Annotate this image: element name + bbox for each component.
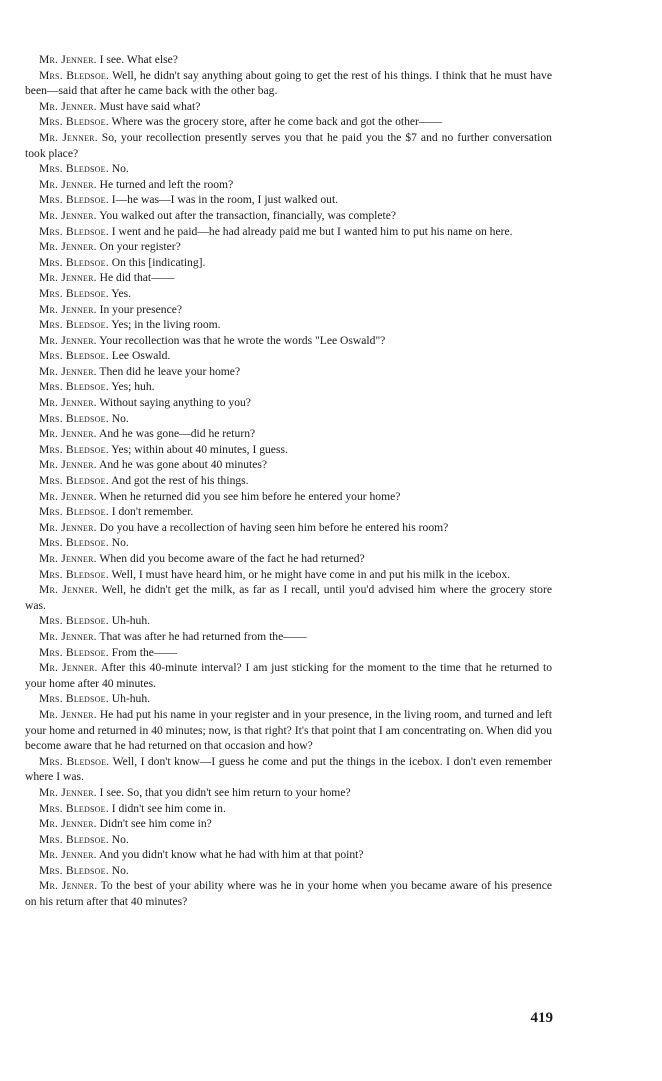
speaker-name: Mr. Jenner.	[39, 817, 97, 831]
testimony-text: No.	[111, 863, 129, 877]
testimony-text: I—he was—I was in the room, I just walked out.	[111, 193, 339, 207]
speaker-name: Mrs. Bledsoe.	[39, 162, 109, 176]
speaker-name: Mrs. Bledsoe.	[39, 832, 109, 846]
speaker-name: Mr. Jenner.	[39, 427, 97, 441]
testimony-line	[25, 426, 552, 442]
testimony-text: I see. So, that you didn't see him return to your home?	[99, 785, 351, 799]
testimony-text: Uh-huh.	[111, 692, 151, 706]
speaker-name: Mr. Jenner.	[39, 520, 97, 534]
testimony-line	[25, 379, 552, 395]
testimony-line	[25, 239, 552, 255]
testimony-line	[25, 208, 552, 224]
testimony-text: He had put his name in your register and in your presence, in the living room, and turned and left your home and returned in 40 minutes; now, is that right? It's that point that I am concentrating on. When did you become aware that he had returned on that occasion and how?	[25, 707, 552, 753]
testimony-line	[25, 286, 552, 302]
testimony-text: When he returned did you see him before he entered your home?	[99, 489, 401, 503]
testimony-line	[25, 177, 552, 193]
testimony-line	[25, 192, 552, 208]
testimony-line	[25, 832, 552, 848]
testimony-line	[25, 333, 552, 349]
speaker-name: Mr. Jenner.	[39, 458, 97, 472]
speaker-name: Mr. Jenner.	[39, 302, 97, 316]
testimony-line	[25, 317, 552, 333]
testimony-text: Uh-huh.	[111, 614, 151, 628]
speaker-name: Mr. Jenner.	[39, 364, 97, 378]
speaker-name: Mr. Jenner.	[39, 785, 97, 799]
testimony-text: When did you become aware of the fact he had returned?	[99, 552, 365, 565]
testimony-text: Well, I don't know—I guess he come and put the things in the icebox. I don't even remember where I was.	[25, 754, 552, 784]
testimony-line	[25, 645, 552, 661]
testimony-text: Your recollection was that he wrote the words "Lee Oswald"?	[99, 333, 386, 347]
testimony-line	[25, 535, 552, 551]
testimony-text: And he was gone—did he return?	[98, 427, 256, 441]
speaker-name: Mrs. Bledsoe.	[39, 380, 109, 394]
testimony-line	[25, 99, 552, 115]
speaker-name: Mrs. Bledsoe.	[39, 645, 109, 659]
speaker-name: Mr. Jenner.	[39, 707, 97, 721]
testimony-text: Yes.	[111, 286, 132, 300]
testimony-text: Yes; in the living room.	[111, 318, 221, 332]
speaker-name: Mrs. Bledsoe.	[39, 801, 109, 815]
testimony-text: Must have said what?	[99, 99, 201, 113]
speaker-name: Mrs. Bledsoe.	[39, 318, 109, 332]
speaker-name: Mr. Jenner.	[39, 661, 98, 675]
testimony-text: Where was the grocery store, after he come back and got the other——	[111, 115, 443, 129]
testimony-line	[25, 816, 552, 832]
speaker-name: Mrs. Bledsoe.	[39, 536, 109, 550]
speaker-name: Mrs. Bledsoe.	[39, 115, 109, 129]
testimony-line	[25, 785, 552, 801]
testimony-line	[25, 52, 552, 68]
testimony-line	[25, 364, 552, 380]
speaker-name: Mrs. Bledsoe.	[39, 754, 110, 768]
testimony-text: And you didn't know what he had with him at that point?	[98, 848, 364, 862]
testimony-text: So, your recollection presently serves you that he paid you the $7 and no further conversation took place?	[25, 130, 552, 160]
testimony-line	[25, 114, 552, 130]
speaker-name: Mr. Jenner.	[39, 552, 97, 565]
speaker-name: Mrs. Bledsoe.	[39, 224, 109, 238]
testimony-text: After this 40-minute interval? I am just sticking for the moment to the time that he returned to your home after 40 minutes.	[25, 661, 553, 690]
testimony-line	[25, 754, 552, 785]
speaker-name: Mrs. Bledsoe.	[39, 349, 109, 363]
testimony-line	[25, 660, 552, 691]
testimony-text: No.	[111, 832, 129, 846]
speaker-name: Mrs. Bledsoe.	[39, 863, 109, 877]
speaker-name: Mrs. Bledsoe.	[39, 567, 109, 581]
testimony-line	[25, 395, 552, 411]
testimony-line	[25, 613, 552, 629]
testimony-text: I see. What else?	[99, 53, 178, 66]
testimony-text: On your register?	[99, 240, 181, 254]
testimony-text: In your presence?	[99, 302, 183, 316]
speaker-name: Mr. Jenner.	[39, 271, 97, 285]
testimony-text: No.	[111, 162, 129, 176]
testimony-line	[25, 878, 552, 909]
speaker-name: Mrs. Bledsoe.	[39, 411, 109, 425]
testimony-text: Do you have a recollection of having seen him before he entered his room?	[99, 520, 449, 534]
testimony-line	[25, 551, 552, 567]
speaker-name: Mrs. Bledsoe.	[39, 614, 109, 628]
testimony-text: He did that——	[99, 271, 175, 285]
testimony-line	[25, 302, 552, 318]
testimony-line	[25, 504, 552, 520]
speaker-name: Mrs. Bledsoe.	[39, 505, 109, 519]
testimony-text: I didn't see him come in.	[111, 801, 226, 815]
testimony-text: Well, he didn't get the milk, as far as I recall, until you'd advised him where the grocery store was.	[25, 583, 552, 612]
speaker-name: Mr. Jenner.	[39, 208, 97, 222]
speaker-name: Mr. Jenner.	[39, 583, 98, 597]
testimony-line	[25, 691, 552, 707]
testimony-text: To the best of your ability where was he in your home when you became aware of his presence on his return after that 40 minutes?	[25, 879, 552, 909]
testimony-text: Then did he leave your home?	[99, 364, 241, 378]
testimony-text: And he was gone about 40 minutes?	[98, 458, 268, 472]
speaker-name: Mr. Jenner.	[39, 333, 97, 347]
testimony-text: From the——	[111, 645, 178, 659]
testimony-line	[25, 457, 552, 473]
testimony-text: Well, I must have heard him, or he might have come in and put his milk in the icebox.	[111, 567, 511, 581]
speaker-name: Mr. Jenner.	[39, 848, 97, 862]
testimony-line	[25, 629, 552, 645]
testimony-text: Didn't see him come in?	[99, 817, 212, 831]
speaker-name: Mrs. Bledsoe.	[39, 286, 109, 300]
testimony-text: Well, he didn't say anything about going to get the rest of his things. I think that he must have been—said that after he came back with the other bag.	[25, 68, 552, 98]
testimony-line	[25, 847, 552, 863]
testimony-line	[25, 68, 552, 99]
testimony-text: Yes; huh.	[111, 380, 155, 394]
testimony-line	[25, 567, 552, 583]
testimony-text: Lee Oswald.	[111, 349, 171, 363]
speaker-name: Mrs. Bledsoe.	[39, 193, 109, 207]
testimony-text: He turned and left the room?	[99, 177, 234, 191]
testimony-text: And got the rest of his things.	[111, 474, 249, 488]
testimony-line	[25, 224, 552, 240]
testimony-line	[25, 442, 552, 458]
speaker-name: Mr. Jenner.	[39, 879, 98, 893]
testimony-text: Yes; within about 40 minutes, I guess.	[111, 442, 288, 456]
testimony-line	[25, 582, 552, 613]
testimony-text: No.	[111, 411, 129, 425]
testimony-line	[25, 270, 552, 286]
testimony-line	[25, 411, 552, 427]
speaker-name: Mr. Jenner.	[39, 396, 97, 410]
testimony-text: On this [indicating].	[111, 255, 206, 269]
page-number: 419	[530, 1010, 553, 1026]
testimony-line	[25, 473, 552, 489]
testimony-text: I don't remember.	[111, 505, 194, 519]
speaker-name: Mrs. Bledsoe.	[39, 474, 109, 488]
speaker-name: Mr. Jenner.	[39, 240, 97, 254]
speaker-name: Mr. Jenner.	[39, 53, 97, 66]
testimony-line	[25, 130, 552, 161]
speaker-name: Mrs. Bledsoe.	[39, 442, 109, 456]
speaker-name: Mr. Jenner.	[39, 177, 97, 191]
testimony-text: That was after he had returned from the——	[99, 629, 307, 643]
testimony-line	[25, 348, 552, 364]
testimony-line	[25, 863, 552, 879]
testimony-transcript	[25, 52, 552, 910]
speaker-name: Mrs. Bledsoe.	[39, 68, 110, 82]
testimony-line	[25, 801, 552, 817]
testimony-line	[25, 520, 552, 536]
testimony-line	[25, 161, 552, 177]
testimony-text: I went and he paid—he had already paid me but I wanted him to put his name on here.	[111, 224, 513, 238]
testimony-line	[25, 707, 552, 754]
testimony-text: You walked out after the transaction, financially, was complete?	[99, 208, 397, 222]
speaker-name: Mr. Jenner.	[39, 130, 98, 144]
speaker-name: Mr. Jenner.	[39, 629, 97, 643]
testimony-text: Without saying anything to you?	[99, 396, 251, 410]
speaker-name: Mr. Jenner.	[39, 489, 97, 503]
speaker-name: Mrs. Bledsoe.	[39, 692, 109, 706]
speaker-name: Mrs. Bledsoe.	[39, 255, 109, 269]
testimony-line	[25, 489, 552, 505]
speaker-name: Mr. Jenner.	[39, 99, 97, 113]
testimony-line	[25, 255, 552, 271]
testimony-text: No.	[111, 536, 129, 550]
